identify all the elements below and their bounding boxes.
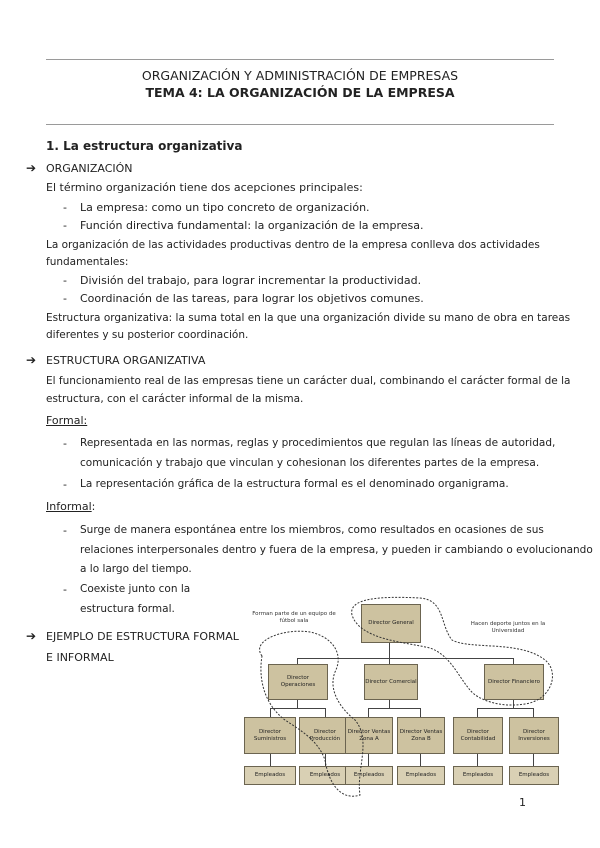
- connector: [420, 708, 421, 717]
- org-note-right: Hacen deporte juntos en la Universidad: [470, 621, 546, 634]
- connector: [297, 699, 298, 708]
- connector: [270, 708, 325, 709]
- list-item: La empresa: como un tipo concreto de organización.: [80, 201, 370, 214]
- dash: -: [63, 274, 67, 287]
- list-item: Surge de manera espontánea entre los miembros, como resultados en ocasiones de sus: [80, 524, 544, 536]
- connector: [477, 708, 478, 717]
- org-box-director-operaciones: Director Operaciones: [268, 664, 328, 700]
- dash: -: [63, 583, 67, 596]
- dash: -: [63, 437, 67, 450]
- informal-colon: :: [91, 500, 96, 513]
- paragraph-line: estructura, con el carácter informal de la misma.: [46, 393, 304, 405]
- list-item: a lo largo del tiempo.: [80, 563, 192, 575]
- connector: [368, 708, 369, 717]
- paragraph-line: Estructura organizativa: la suma total en la que una organización divide su mano de obra en tareas: [46, 312, 571, 324]
- org-box-director-ventas-b: Director Ventas Zona B: [397, 717, 445, 754]
- org-box-empleados: Empleados: [397, 766, 445, 785]
- ejemplo-label-l2: E INFORMAL: [46, 651, 114, 664]
- list-item: División del trabajo, para lograr incrementar la productividad.: [80, 274, 422, 287]
- connector: [389, 642, 390, 658]
- document-subtitle: TEMA 4: LA ORGANIZACIÓN DE LA EMPRESA: [145, 85, 455, 100]
- connector: [325, 708, 326, 717]
- org-note-left: Forman parte de un equipo de fútbol sala: [252, 611, 336, 624]
- paragraph-line: diferentes y su posterior coordinación.: [46, 329, 249, 341]
- org-box-empleados: Empleados: [453, 766, 503, 785]
- arrow-icon: ➔: [26, 161, 37, 175]
- list-item: Representada en las normas, reglas y procedimientos que regulan las líneas de autoridad,: [80, 437, 556, 449]
- list-item: Función directiva fundamental: la organización de la empresa.: [80, 219, 424, 232]
- org-box-director-contabilidad: Director Contabilidad: [453, 717, 503, 754]
- connector: [368, 708, 420, 709]
- dash: -: [63, 201, 67, 214]
- bottom-rule: [46, 124, 554, 125]
- connector: [389, 699, 390, 708]
- list-item: Coordinación de las tareas, para lograr los objetivos comunes.: [80, 292, 424, 305]
- connector: [533, 708, 534, 717]
- connector: [270, 753, 271, 766]
- org-box-director-general: Director General: [361, 604, 421, 643]
- org-box-director-comercial: Director Comercial: [364, 664, 418, 700]
- connector: [477, 708, 533, 709]
- org-box-empleados: Empleados: [244, 766, 296, 785]
- dash: -: [63, 524, 67, 537]
- dash: -: [63, 478, 67, 491]
- list-item: Coexiste junto con la: [80, 583, 191, 595]
- connector: [420, 753, 421, 766]
- org-box-empleados: Empleados: [345, 766, 393, 785]
- paragraph-line: La organización de las actividades productivas dentro de la empresa conlleva dos actividades: [46, 239, 540, 251]
- connector: [297, 658, 513, 659]
- page-number: 1: [519, 796, 526, 809]
- list-item: relaciones interpersonales dentro y fuera de la empresa, y pueden ir cambiando o evolucionando: [80, 544, 593, 556]
- formal-label: Formal:: [46, 414, 88, 427]
- organizacion-label: ORGANIZACIÓN: [46, 162, 133, 175]
- org-box-director-suministros: Director Suministros: [244, 717, 296, 754]
- document-title: ORGANIZACIÓN Y ADMINISTRACIÓN DE EMPRESAS: [141, 68, 459, 83]
- org-box-director-inversiones: Director Inversiones: [509, 717, 559, 754]
- connector: [477, 753, 478, 766]
- org-box-director-ventas-a: Director Ventas Zona A: [345, 717, 393, 754]
- informal-label-wrap: [46, 500, 95, 513]
- connector: [325, 753, 326, 766]
- arrow-icon: ➔: [26, 353, 37, 367]
- arrow-icon: ➔: [26, 629, 37, 643]
- paragraph-line: El funcionamiento real de las empresas tiene un carácter dual, combinando el carácter formal de la: [46, 375, 571, 387]
- org-box-director-financiero: Director Financiero: [484, 664, 544, 700]
- connector: [533, 753, 534, 766]
- ejemplo-label-l1: EJEMPLO DE ESTRUCTURA FORMAL: [46, 630, 239, 643]
- paragraph-line: fundamentales:: [46, 256, 129, 268]
- list-item: estructura formal.: [80, 603, 175, 615]
- estructura-label: ESTRUCTURA ORGANIZATIVA: [46, 354, 206, 367]
- list-item: comunicación y trabajo que vinculan y cohesionan los diferentes partes de la empresa.: [80, 457, 540, 469]
- org-box-empleados: Empleados: [299, 766, 351, 785]
- dash: -: [63, 219, 67, 232]
- informal-label: Informal: [46, 500, 92, 513]
- top-rule: [46, 59, 554, 60]
- section-heading: 1. La estructura organizativa: [46, 139, 243, 153]
- connector: [513, 699, 514, 708]
- connector: [368, 753, 369, 766]
- connector: [270, 708, 271, 717]
- list-item: La representación gráfica de la estructura formal es el denominado organigrama.: [80, 478, 509, 490]
- organizacion-intro: El término organización tiene dos acepciones principales:: [46, 181, 363, 194]
- dash: -: [63, 292, 67, 305]
- org-box-director-produccion: Director Producción: [299, 717, 351, 754]
- org-box-empleados: Empleados: [509, 766, 559, 785]
